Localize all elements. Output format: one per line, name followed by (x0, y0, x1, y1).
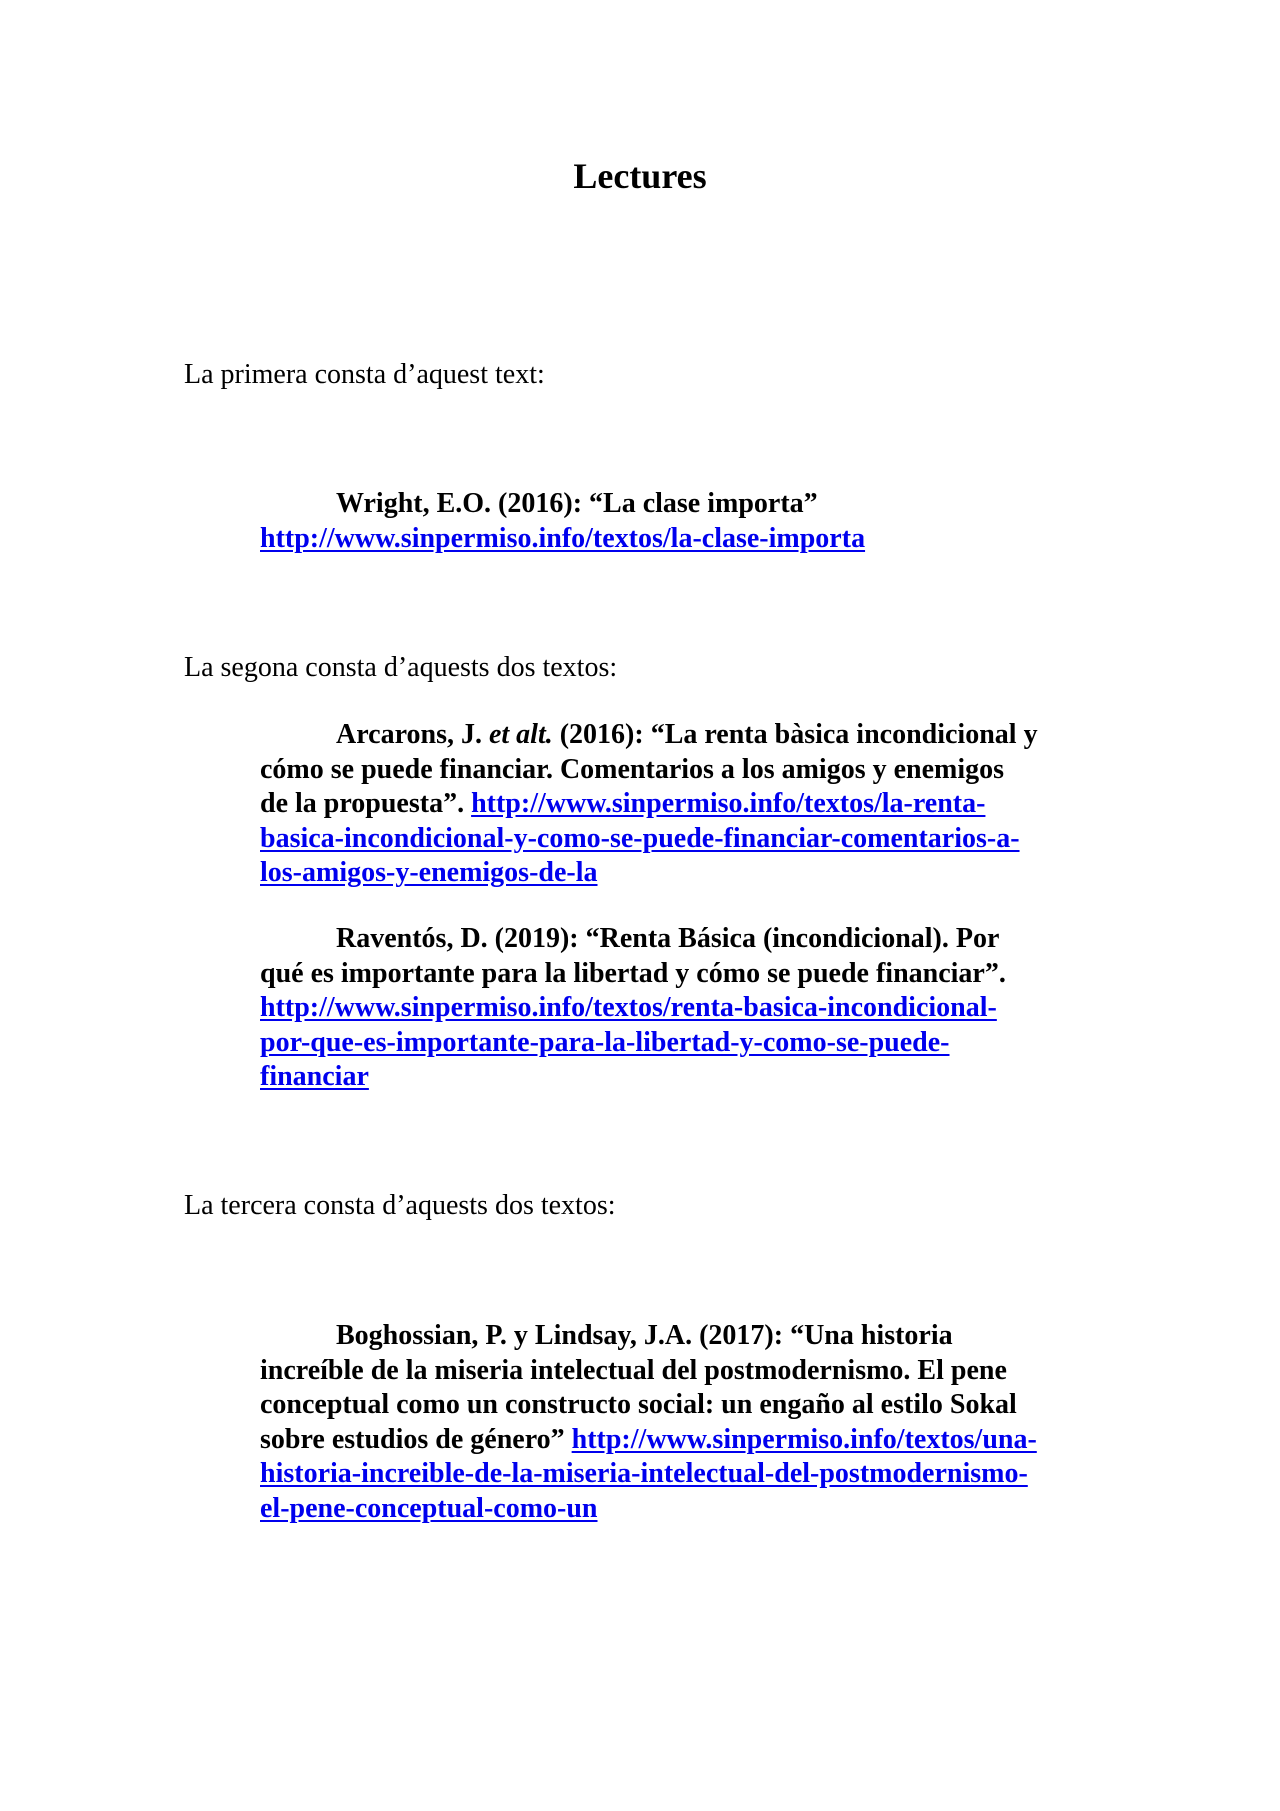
page-title: Lectures (573, 156, 707, 196)
reference-citation: Wright, E.O. (2016): “La clase importa” (336, 488, 818, 519)
reference-citation-line: increíble de la miseria intelectual del postmodernismo. El pene (260, 1354, 1007, 1386)
reference-link-raventos[interactable]: financiar (260, 1061, 369, 1092)
reference-link-wright[interactable]: http://www.sinpermiso.info/textos/la-clase-importa (260, 522, 866, 554)
et-alt-italic: et alt. (488, 719, 553, 750)
reference-link-boghossian[interactable]: historia-increible-de-la-miseria-intelectual-del-postmodernismo- (260, 1458, 1028, 1489)
reference-link-boghossian[interactable]: http://www.sinpermiso.info/textos/una- (571, 1423, 1037, 1455)
reference-boghossian (260, 1319, 1110, 1526)
section-intro-primera: La primera consta d’aquest text: (184, 359, 545, 390)
reference-citation-line: qué es importante para la libertad y cómo se puede financiar”. (260, 957, 1006, 989)
reference-link-boghossian[interactable]: el-pene-conceptual-como-un (260, 1492, 598, 1524)
reference-citation-line: Raventós, D. (2019): “Renta Básica (incondicional). Por (336, 923, 1000, 954)
section-intro-segona: La segona consta d’aquests dos textos: (184, 652, 618, 683)
section-intro-tercera: La tercera consta d’aquests dos textos: (184, 1190, 616, 1221)
reference-link-arcarons[interactable]: basica-incondicional-y-como-se-puede-financiar-comentarios-a- (260, 822, 1020, 854)
reference-arcarons (260, 718, 1110, 891)
reference-link-raventos[interactable]: por-que-es-importante-para-la-libertad-y-como-se-puede- (260, 1026, 950, 1058)
reference-citation-line: conceptual como un constructo social: un engaño al estilo Sokal (260, 1389, 1017, 1420)
reference-citation-line: sobre estudios de género” (260, 1423, 572, 1455)
reference-raventos (260, 922, 1110, 1095)
reference-citation-line: cómo se puede financiar. Comentarios a los amigos y enemigos (260, 753, 1005, 785)
reference-link-raventos[interactable]: http://www.sinpermiso.info/textos/renta-basica-incondicional- (260, 992, 997, 1023)
reference-link-arcarons[interactable]: los-amigos-y-enemigos-de-la (260, 857, 598, 888)
reference-wright (260, 487, 1110, 556)
reference-citation-line: de la propuesta”. (260, 788, 472, 819)
reference-link-arcarons[interactable]: http://www.sinpermiso.info/textos/la-renta- (471, 788, 986, 819)
reference-citation-line: Boghossian, P. y Lindsay, J.A. (2017): “Una historia (336, 1320, 953, 1351)
reference-citation-line: Arcarons, J. et alt. (2016): “La renta bàsica incondicional y (336, 719, 1038, 750)
